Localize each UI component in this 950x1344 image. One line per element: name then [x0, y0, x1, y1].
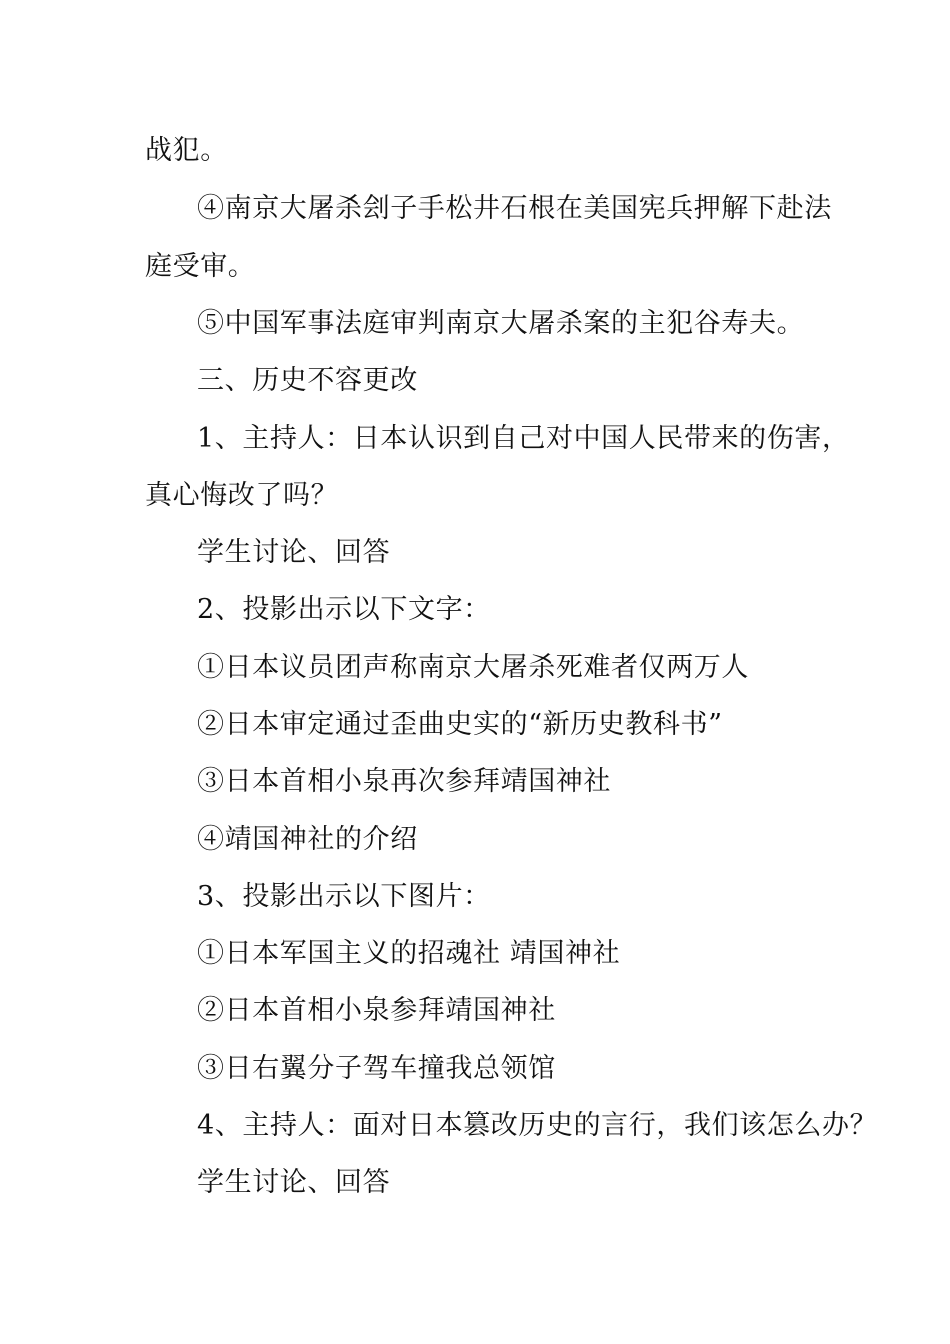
- paragraph-line: 庭受审。: [145, 251, 256, 282]
- list-item: ③日右翼分子驾车撞我总领馆: [197, 1053, 556, 1084]
- paragraph-line: 4、主持人：面对日本篡改历史的言行，我们该怎么办？: [197, 1110, 878, 1141]
- paragraph-line: 学生讨论、回答: [197, 1167, 391, 1198]
- paragraph-line: 学生讨论、回答: [197, 537, 391, 568]
- list-item: ②日本首相小泉参拜靖国神社: [197, 995, 556, 1026]
- list-item: ③日本首相小泉再次参拜靖国神社: [197, 766, 611, 797]
- section-heading: 三、历史不容更改: [197, 365, 418, 396]
- list-item: ④靖国神社的介绍: [197, 824, 418, 855]
- paragraph-line: 1、主持人：日本认识到自己对中国人民带来的伤害，: [197, 423, 850, 454]
- paragraph-line: 真心悔改了吗？: [145, 480, 339, 511]
- paragraph-line: 战犯。: [145, 135, 228, 166]
- list-item: ①日本军国主义的招魂社 靖国神社: [197, 938, 621, 969]
- paragraph-line: 3、投影出示以下图片：: [197, 881, 491, 912]
- paragraph-line: ⑤中国军事法庭审判南京大屠杀案的主犯谷寿夫。: [197, 308, 805, 339]
- paragraph-line: 2、投影出示以下文字：: [197, 594, 491, 625]
- paragraph-line: ④南京大屠杀刽子手松井石根在美国宪兵押解下赴法: [197, 193, 832, 224]
- list-item: ①日本议员团声称南京大屠杀死难者仅两万人: [197, 652, 749, 683]
- list-item: ②日本审定通过歪曲史实的“新历史教科书”: [197, 709, 723, 740]
